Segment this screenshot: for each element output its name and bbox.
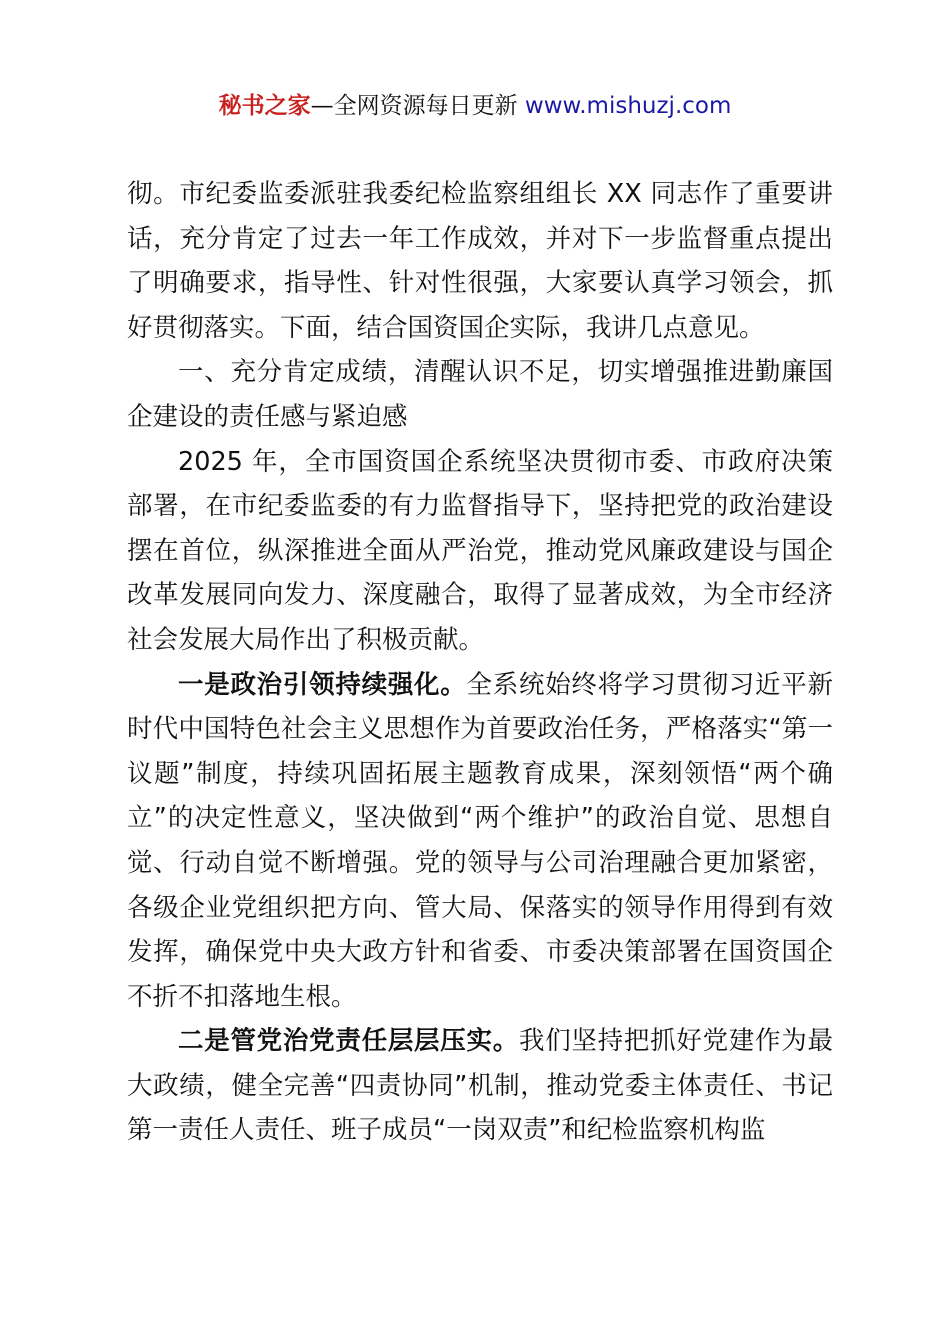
paragraph-political-guidance [127, 663, 833, 1020]
brand-name: 秘书之家 [218, 93, 311, 119]
paragraph-2025-review: 2025 年，全市国资国企系统坚决贯彻市委、市政府决策部署，在市纪委监委的有力监督指导下，坚持把党的政治建设摆在首位，纵深推进全面从严治党，推动党风廉政建设与国企改革发展同向发力、深度融合，取得了显著成效，为全市经济社会发展大局作出了积极贡献。 [127, 446, 833, 655]
paragraph-party-responsibility [127, 1019, 833, 1153]
paragraph-lead-2: 二是管党治党责任层层压实。 [178, 1026, 519, 1057]
page-header [0, 86, 950, 126]
section-heading-1: 一、充分肯定成绩，清醒认识不足，切实增强推进勤廉国企建设的责任感与紧迫感 [127, 357, 833, 432]
paragraph-text-2: 我们坚持把抓好党建作为最大政绩，健全完善“四责协同”机制，推动党委主体责任、书记第一责任人责任、班子成员“一岗双责”和纪检监察机构监 [127, 1026, 833, 1146]
paragraph-text-1: 全系统始终将学习贯彻习近平新时代中国特色社会主义思想作为首要政治任务，严格落实“第一议题”制度，持续巩固拓展主题教育成果，深刻领悟“两个确立”的决定性意义，坚决做到“两个维护”的政治自觉、思想自觉、行动自觉不断增强。党的领导与公司治理融合更加紧密，各级企业党组织把方向、管大局、保落实的领导作用得到有效发挥，确保党中央大政方针和省委、市委决策部署在国资国企不折不扣落地生根。 [127, 669, 833, 1012]
header-tagline: —全网资源每日更新 [310, 93, 525, 119]
document-body [127, 172, 833, 1153]
paragraph-continuation: 彻。市纪委监委派驻我委纪检监察组组长 XX 同志作了重要讲话，充分肯定了过去一年工作成效，并对下一步监督重点提出了明确要求，指导性、针对性很强，大家要认真学习领会，抓好贯彻落实。下面，结合国资国企实际，我讲几点意见。 [127, 179, 833, 343]
header-url-link[interactable]: www.mishuzj.com [524, 93, 732, 119]
paragraph-lead-1: 一是政治引领持续强化。 [178, 669, 467, 700]
